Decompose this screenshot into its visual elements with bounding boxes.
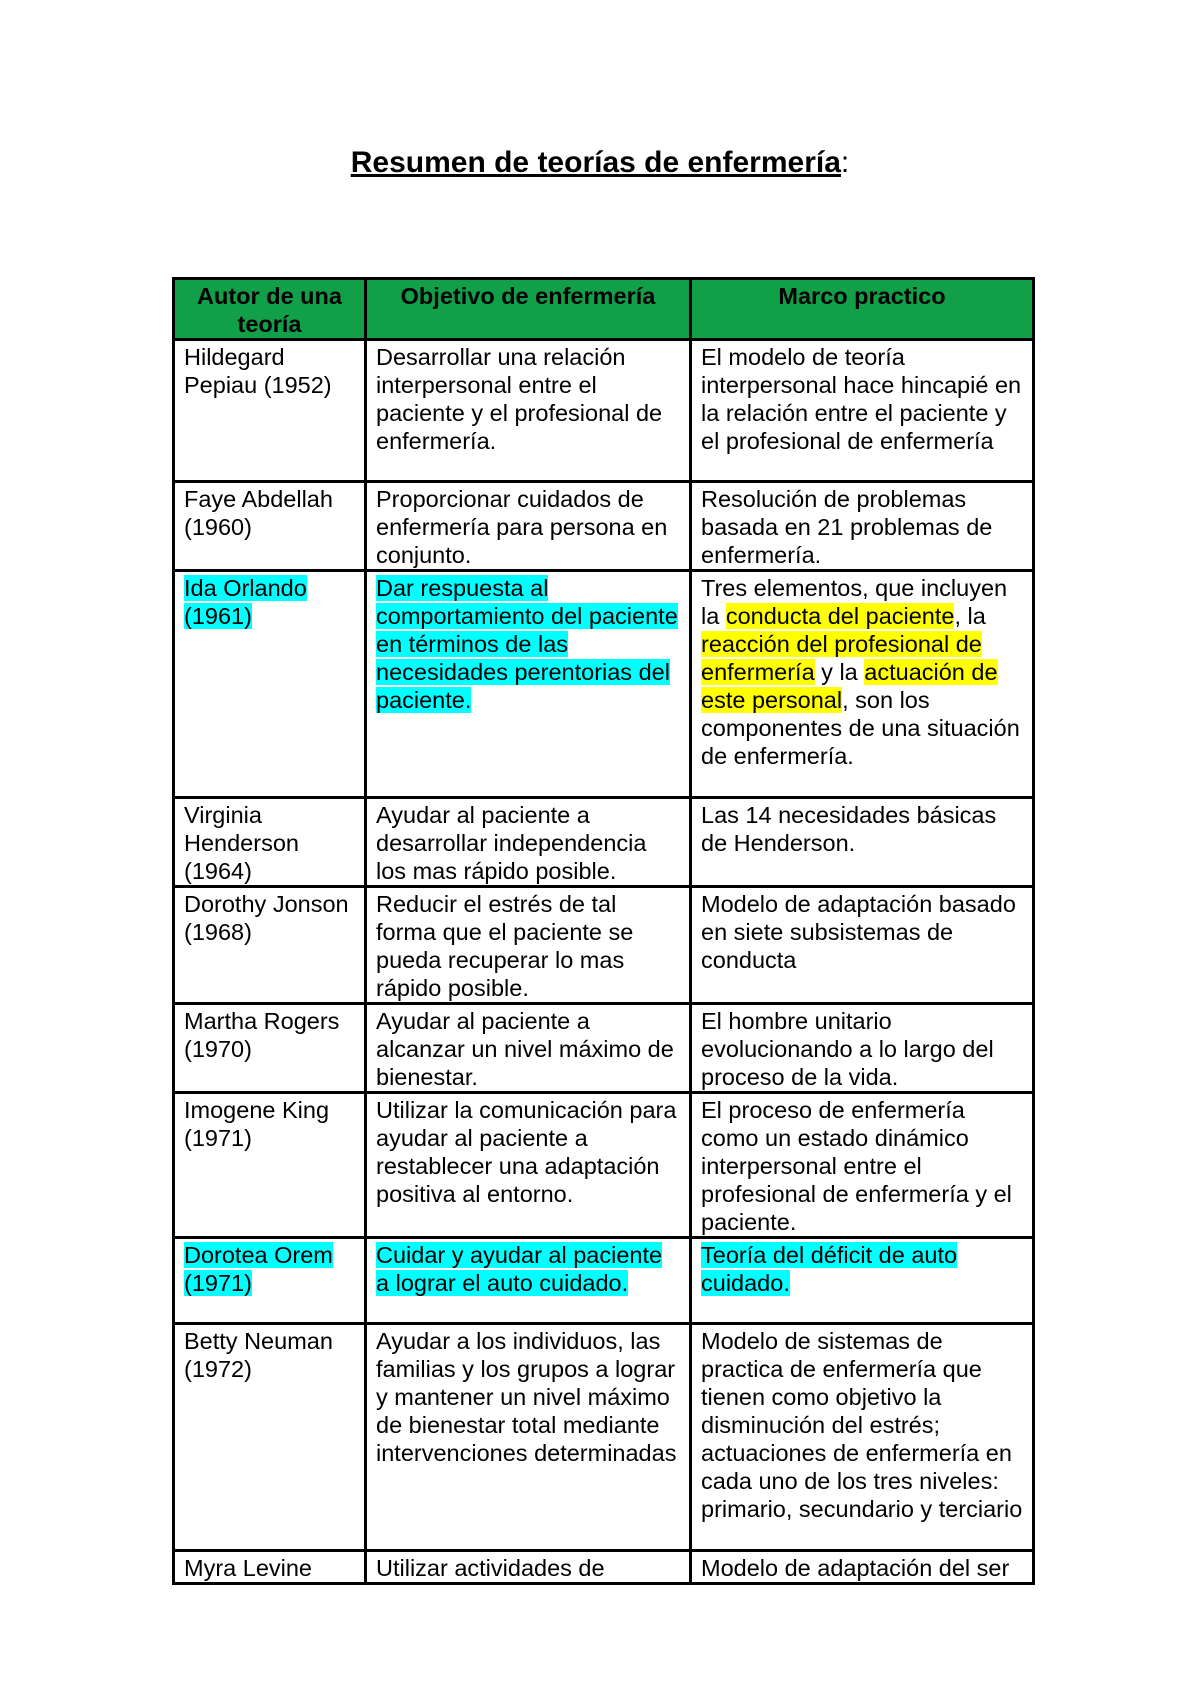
objective-cell [366,1238,691,1324]
table-row [174,571,1034,798]
framework-text: , la [954,603,986,629]
author-cell: Martha Rogers (1970) [174,1004,366,1093]
theories-table [172,277,1035,1585]
highlighted-text: conducta del paciente [725,603,955,629]
highlighted-text: Cuidar y ayudar al paciente a lograr el auto cuidado. [376,1242,663,1296]
highlighted-text: Dorotea Orem (1971) [184,1242,333,1296]
framework-text: , son los componentes de una situación de enfermería. [701,687,1020,769]
author-cell [174,571,366,798]
framework-cell [691,571,1034,798]
highlighted-text: Teoría del déficit de auto cuidado. [701,1242,958,1296]
title-text: Resumen de teorías de enfermería [350,146,841,179]
objective-cell: Ayudar a los individuos, las familias y los grupos a lograr y mantener un nivel máximo de bienestar total mediante intervenciones determinadas [366,1324,691,1551]
framework-text: Tres elementos, que incluyen la [701,575,1008,629]
framework-cell [691,1238,1034,1324]
objective-cell: Ayudar al paciente a desarrollar independencia los mas rápido posible. [366,798,691,887]
framework-cell: El hombre unitario evolucionando a lo largo del proceso de la vida. [691,1004,1034,1093]
objective-cell: Utilizar actividades de [366,1551,691,1584]
title-colon: : [840,146,850,179]
framework-cell: Modelo de adaptación basado en siete subsistemas de conducta [691,887,1034,1004]
objective-cell: Proporcionar cuidados de enfermería para persona en conjunto. [366,482,691,571]
author-cell: Myra Levine [174,1551,366,1584]
framework-cell: El modelo de teoría interpersonal hace hincapié en la relación entre el paciente y el profesional de enfermería [691,340,1034,482]
table-row [174,340,1034,482]
table-row [174,1004,1034,1093]
author-cell: Dorothy Jonson (1968) [174,887,366,1004]
author-cell: Imogene King (1971) [174,1093,366,1238]
table-row [174,1238,1034,1324]
header-framework: Marco practico [691,279,1034,340]
framework-text: y la [814,659,865,685]
author-cell: Hildegard Pepiau (1952) [174,340,366,482]
page-title [0,146,1200,180]
table-row [174,798,1034,887]
table-header-row [174,279,1034,340]
framework-cell: Modelo de sistemas de practica de enfermería que tienen como objetivo la disminución del estrés; actuaciones de enfermería en cada uno de los tres niveles: primario, secundario y terciario [691,1324,1034,1551]
framework-cell: El proceso de enfermería como un estado dinámico interpersonal entre el profesional de enfermería y el paciente. [691,1093,1034,1238]
table-row [174,482,1034,571]
author-cell: Virginia Henderson (1964) [174,798,366,887]
framework-cell: Modelo de adaptación del ser [691,1551,1034,1584]
author-cell: Faye Abdellah (1960) [174,482,366,571]
author-cell [174,1238,366,1324]
highlighted-text: Ida Orlando (1961) [184,575,307,629]
objective-cell: Desarrollar una relación interpersonal entre el paciente y el profesional de enfermería. [366,340,691,482]
objective-cell: Utilizar la comunicación para ayudar al paciente a restablecer una adaptación positiva al entorno. [366,1093,691,1238]
objective-cell: Ayudar al paciente a alcanzar un nivel máximo de bienestar. [366,1004,691,1093]
header-objective: Objetivo de enfermería [366,279,691,340]
framework-cell: Resolución de problemas basada en 21 problemas de enfermería. [691,482,1034,571]
table-row [174,1093,1034,1238]
table-row [174,1324,1034,1551]
author-cell: Betty Neuman (1972) [174,1324,366,1551]
objective-cell: Reducir el estrés de tal forma que el paciente se pueda recuperar lo mas rápido posible. [366,887,691,1004]
table-row [174,887,1034,1004]
highlighted-text: Dar respuesta al comportamiento del paciente en términos de las necesidades perentorias del paciente. [376,575,678,713]
highlighted-text: reacción del profesional de enfermería [701,631,982,685]
framework-cell: Las 14 necesidades básicas de Henderson. [691,798,1034,887]
table-row [174,1551,1034,1584]
highlighted-text: actuación de este personal [701,659,998,713]
objective-cell [366,571,691,798]
header-author: Autor de una teoría [174,279,366,340]
